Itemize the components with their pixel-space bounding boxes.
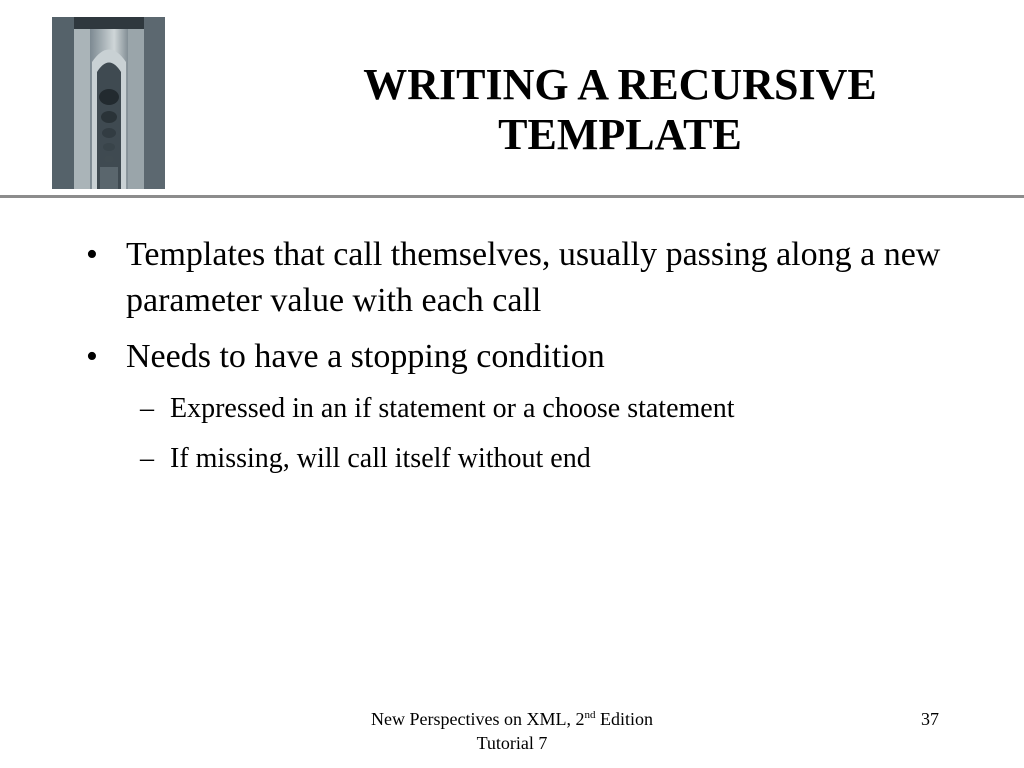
bullet-text: Templates that call themselves, usually passing along a new parameter value with each call [126, 236, 941, 319]
footer-tutorial: Tutorial 7 [476, 733, 548, 753]
sub-bullet-group [84, 390, 964, 478]
footer-edition-suffix: nd [584, 709, 596, 721]
bridge-arch-graphic [52, 17, 165, 189]
sub-bullet-text: If missing, will call itself without end [170, 443, 591, 474]
footer-edition-label: Edition [595, 709, 653, 729]
slide-title-line-1: WRITING A RECURSIVE [363, 60, 877, 109]
bullet-list [84, 232, 964, 490]
footer-line-1 [330, 707, 694, 731]
title-divider [0, 195, 1024, 198]
sub-bullet-marker: – [140, 393, 154, 424]
bullet-marker: • [86, 236, 98, 273]
bullet-marker: • [86, 338, 98, 375]
bridge-columns-photo [52, 17, 165, 189]
slide-footer [330, 707, 694, 755]
sub-bullet-item [84, 390, 964, 428]
bullet-item [84, 232, 964, 324]
page-number: 37 [921, 709, 939, 729]
sub-bullet-text: Expressed in an if statement or a choose statement [170, 393, 735, 424]
bullet-text: Needs to have a stopping condition [126, 338, 605, 375]
sub-bullet-marker: – [140, 443, 154, 474]
slide-title [230, 60, 1010, 160]
sub-bullet-item [84, 440, 964, 478]
slide-title-line-2: TEMPLATE [498, 110, 742, 159]
footer-book-title: New Perspectives on XML, 2 [371, 709, 585, 729]
sub-bullet-list [84, 390, 964, 478]
bullet-item [84, 334, 964, 380]
